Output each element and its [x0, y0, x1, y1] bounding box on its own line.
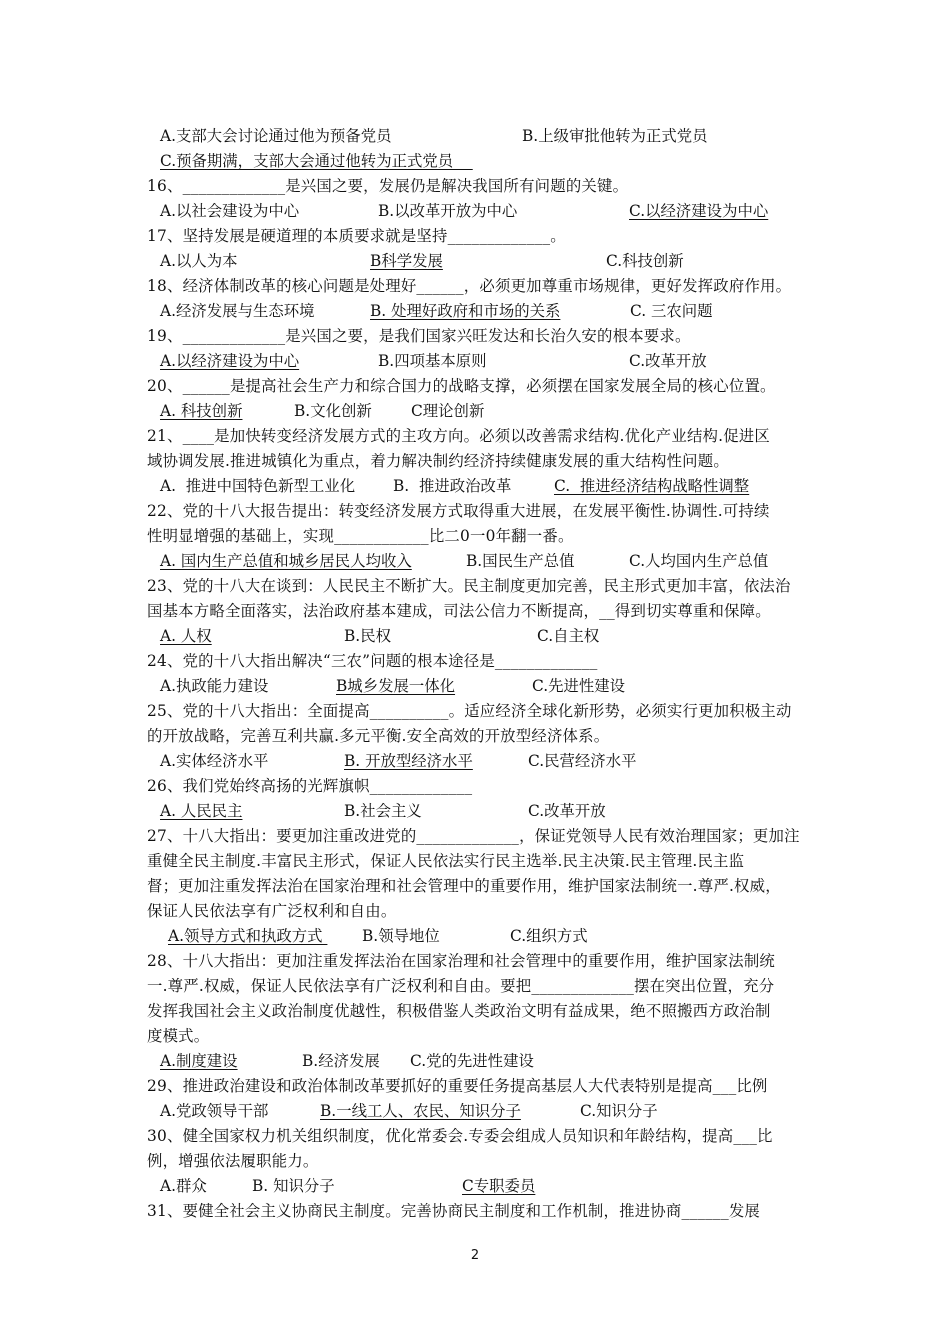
q24-stem: 24、党的十八大指出解决“三农”问题的根本途径是_____________ — [147, 652, 598, 670]
q27-stem-line1: 27、十八大指出：要更加注重改进党的_____________，保证党领导人民有效治理国家；更加注 — [147, 827, 800, 845]
q29-option-c: C.知识分子 — [580, 1102, 658, 1120]
q29-stem: 29、推进政治建设和政治体制改革要抓好的重要任务提高基层人大代表特别是提高___比例 — [147, 1077, 768, 1095]
q22-stem-line1: 22、党的十八大报告提出：转变经济发展方式取得重大进展，在发展平衡性.协调性.可持续 — [147, 502, 770, 520]
q19-option-a: A.以经济建设为中心 — [160, 352, 300, 370]
q30-stem-line1: 30、健全国家权力机关组织制度，优化常委会.专委会组成人员知识和年龄结构，提高___比 — [147, 1127, 773, 1145]
q28-stem-line1: 28、十八大指出：更加注重发挥法治在国家治理和社会管理中的重要作用，维护国家法制统 — [147, 952, 776, 970]
q27-stem-line3: 督；更加注重发挥法治在国家治理和社会管理中的重要作用，维护国家法制统一.尊严.权威， — [147, 877, 781, 895]
q16-option-c: C.以经济建设为中心 — [629, 202, 769, 220]
q18-option-c: C. 三农问题 — [630, 302, 713, 320]
q26-option-a: A. 人民民主 — [160, 802, 243, 820]
q23-stem-line2: 国基本方略全面落实，法治政府基本建成，司法公信力不断提高，__得到切实尊重和保障。 — [147, 602, 771, 620]
q27-option-a: A.领导方式和执政方式 — [168, 927, 328, 945]
q17-option-c: C.科技创新 — [606, 252, 684, 270]
q23-stem-line1: 23、党的十八大在谈到：人民民主不断扩大。民主制度更加完善，民主形式更加丰富，依法治 — [147, 577, 791, 595]
q23-option-c: C.自主权 — [537, 627, 600, 645]
q30-stem-line2: 例，增强依法履职能力。 — [147, 1152, 319, 1170]
q19-option-b: B.四项基本原则 — [378, 352, 487, 370]
q22-stem-line2: 性明显增强的基础上，实现____________比二0一0年翻一番。 — [147, 527, 574, 545]
q17-stem: 17、坚持发展是硬道理的本质要求就是坚持_____________。 — [147, 227, 566, 245]
q17-option-b: B科学发展 — [370, 252, 443, 270]
q17-option-a: A.以人为本 — [160, 252, 238, 270]
page-number: 2 — [470, 1248, 480, 1263]
q18-stem: 18、经济体制改革的核心问题是处理好______，必须更加尊重市场规律，更好发挥政府作用。 — [147, 277, 792, 295]
q19-stem: 19、_____________是兴国之要，是我们国家兴旺发达和长治久安的根本要求。 — [147, 327, 691, 345]
q24-option-b: B城乡发展一体化 — [336, 677, 456, 695]
q28-stem-line2: 一.尊严.权威，保证人民依法享有广泛权利和自由。要把_____________摆在突出位置，充分 — [147, 977, 775, 995]
q20-option-a: A. 科技创新 — [160, 402, 243, 420]
q30-option-a: A.群众 — [160, 1177, 207, 1195]
q25-stem-line2: 的开放战略，完善互利共赢.多元平衡.安全高效的开放型经济体系。 — [147, 727, 610, 745]
q24-option-a: A.执政能力建设 — [160, 677, 269, 695]
q24-option-c: C.先进性建设 — [532, 677, 626, 695]
q27-option-c: C.组织方式 — [510, 927, 588, 945]
q28-option-b: B.经济发展 — [302, 1052, 380, 1070]
q28-option-c: C.党的先进性建设 — [410, 1052, 534, 1070]
q16-option-a: A.以社会建设为中心 — [160, 202, 300, 220]
q29-option-a: A.党政领导干部 — [160, 1102, 269, 1120]
q28-option-a: A.制度建设 — [160, 1052, 238, 1070]
q22-option-c: C.人均国内生产总值 — [629, 552, 769, 570]
q15-option-b: B.上级审批他转为正式党员 — [522, 127, 708, 145]
q18-option-a: A.经济发展与生态环境 — [160, 302, 315, 320]
q27-stem-line4: 保证人民依法享有广泛权利和自由。 — [147, 902, 397, 920]
q20-option-b: B.文化创新 — [294, 402, 372, 420]
q31-stem: 31、要健全社会主义协商民主制度。完善协商民主制度和工作机制，推进协商______发展 — [147, 1202, 761, 1220]
q18-option-b: B. 处理好政府和市场的关系 — [370, 302, 561, 320]
q27-option-b: B.领导地位 — [362, 927, 440, 945]
q25-option-b: B. 开放型经济水平 — [344, 752, 473, 770]
q30-option-b: B. 知识分子 — [252, 1177, 335, 1195]
q15-option-a: A.支部大会讨论通过他为预备党员 — [160, 127, 392, 145]
q23-option-b: B.民权 — [344, 627, 391, 645]
q21-stem-line2: 域协调发展.推进城镇化为重点，着力解决制约经济持续健康发展的重大结构性问题。 — [147, 452, 729, 470]
q25-option-c: C.民营经济水平 — [528, 752, 637, 770]
q26-option-b: B.社会主义 — [344, 802, 422, 820]
q21-option-c: C. 推进经济结构战略性调整 — [554, 477, 750, 495]
q21-stem-line1: 21、____是加快转变经济发展方式的主攻方向。必须以改善需求结构.优化产业结构.促进区 — [147, 427, 771, 445]
q15-option-c: C.预备期满，支部大会通过他转为正式党员 — [160, 152, 473, 170]
q21-option-a: A. 推进中国特色新型工业化 — [160, 477, 356, 495]
q23-option-a: A. 人权 — [160, 627, 212, 645]
q20-stem: 20、______是提高社会生产力和综合国力的战略支撑，必须摆在国家发展全局的核心位置。 — [147, 377, 776, 395]
q29-option-b: B.一线工人、农民、知识分子 — [320, 1102, 521, 1120]
q28-stem-line3: 发挥我国社会主义政治制度优越性，积极借鉴人类政治文明有益成果，绝不照搬西方政治制 — [147, 1002, 771, 1020]
q28-stem-line4: 度模式。 — [147, 1027, 210, 1045]
q19-option-c: C.改革开放 — [629, 352, 707, 370]
q26-stem: 26、我们党始终高扬的光辉旗帜_____________ — [147, 777, 473, 795]
q22-option-b: B.国民生产总值 — [466, 552, 575, 570]
q25-stem-line1: 25、党的十八大指出：全面提高__________。适应经济全球化新形势，必须实行更加积极主动 — [147, 702, 792, 720]
q22-option-a: A. 国内生产总值和城乡居民人均收入 — [160, 552, 412, 570]
q27-stem-line2: 重健全民主制度.丰富民主形式，保证人民依法实行民主选举.民主决策.民主管理.民主监 — [147, 852, 745, 870]
q16-stem: 16、_____________是兴国之要，发展仍是解决我国所有问题的关键。 — [147, 177, 629, 195]
q25-option-a: A.实体经济水平 — [160, 752, 269, 770]
q21-option-b: B. 推进政治改革 — [393, 477, 512, 495]
q16-option-b: B.以改革开放为中心 — [378, 202, 518, 220]
q26-option-c: C.改革开放 — [528, 802, 606, 820]
q30-option-c: C专职委员 — [462, 1177, 536, 1195]
q20-option-c: C理论创新 — [411, 402, 485, 420]
